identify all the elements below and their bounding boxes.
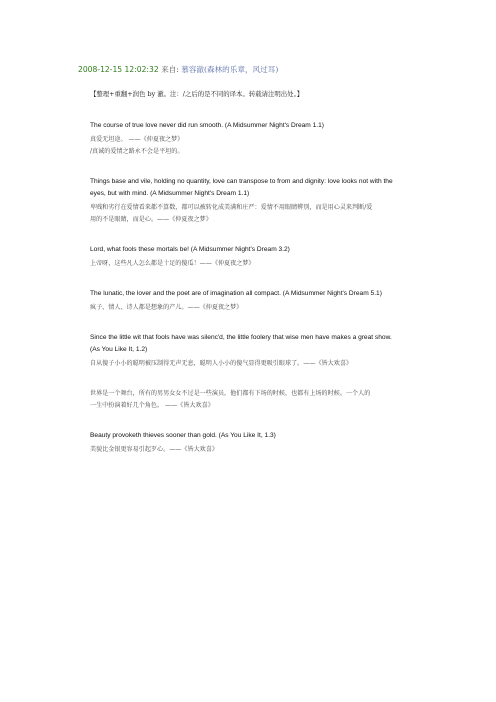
quote-entry <box>90 244 450 270</box>
quote-chinese-line: 世界是一个舞台，所有的男男女女不过是一些演员，他们都有下场的时候，也都有上场的时候。一个人的 <box>90 390 371 397</box>
document-page <box>78 64 450 474</box>
quote-english <box>90 244 450 256</box>
quote-chinese-line: 一生中扮演着好几个角色。 ——《皆大欢喜》 <box>90 402 214 409</box>
quote-english <box>90 176 450 200</box>
quote-english-line: The course of true love never did run smooth. (A Midsummer Night's Dream 1.1) <box>90 122 324 129</box>
quote-english <box>90 430 450 442</box>
quote-chinese-line: 美貌比金银更容易引起歹心。——《皆大欢喜》 <box>90 446 218 453</box>
quote-entry <box>90 176 450 226</box>
quote-chinese <box>90 202 450 226</box>
quote-english-line: The lunatic, the lover and the poet are of imagination all compact. (A Midsummer Night's Dream 5.1) <box>90 290 382 297</box>
quote-entry <box>90 120 450 158</box>
quote-english-line: Since the little wit that fools have was silenc'd, the little foolery that wise men have makes a great show. <box>90 334 392 341</box>
quote-chinese-line: 疯子、情人、诗人都是想象的产儿。——《仲夏夜之梦》 <box>90 304 243 311</box>
post-meta <box>78 64 450 76</box>
quote-entry <box>90 430 450 456</box>
quote-entry <box>90 288 450 314</box>
quote-english-line: Lord, what fools these mortals be! (A Midsummer Night's Dream 3.2) <box>90 246 290 253</box>
quote-chinese <box>90 302 450 314</box>
quote-chinese <box>90 134 450 158</box>
quote-english-line: Beauty provoketh thieves sooner than gold. (As You Like It, 1.3) <box>90 432 276 439</box>
post-date: 2008-12-15 12:02:32 <box>78 65 159 74</box>
quote-chinese-line: 真爱无坦途。 ——《仲夏夜之梦》 <box>90 136 184 143</box>
quote-entry <box>90 388 450 412</box>
quote-chinese-line: /真诚的爱情之路永不会是平坦的。 <box>90 148 184 155</box>
quote-english-line: Things base and vile, holding no quantity, love can transpose to from and dignity: love looks not with the <box>90 178 393 185</box>
quote-list <box>90 120 450 456</box>
author-link[interactable]: 慕容澈(森林的乐章，风过耳) <box>181 65 279 74</box>
quote-chinese <box>90 358 450 370</box>
quote-english <box>90 332 450 356</box>
quote-english <box>90 288 450 300</box>
quote-chinese-line: 上帝呀，这些凡人怎么都是十足的傻瓜！——《仲夏夜之梦》 <box>90 260 255 267</box>
quote-english <box>90 120 450 132</box>
quote-english-line: (As You Like It, 1.2) <box>90 346 148 353</box>
quote-chinese-line: 自从傻子小小的聪明被压制得无声无息，聪明人小小的傻气显得更吸引眼球了。——《皆大欢喜》 <box>90 360 353 367</box>
quote-chinese <box>90 258 450 270</box>
quote-chinese-line: 卑贱和劣行在爱情看来都不算数，都可以被转化成美满和庄严：爱情不用眼睛辨别，而是用心灵来判断/爱 <box>90 204 373 211</box>
quote-chinese <box>90 388 450 412</box>
quote-english-line: eyes, but with mind. (A Midsummer Night's Dream 1.1) <box>90 190 250 197</box>
translator-note: 【整理+重翻+润色 by 澈。注：/之后的是不同的译本。转载请注明出处。】 <box>90 90 304 98</box>
source-label: 来自: <box>161 65 179 74</box>
quote-entry <box>90 332 450 370</box>
quote-chinese-line: 用的不是眼睛，而是心。——《仲夏夜之梦》 <box>90 216 212 223</box>
quote-chinese <box>90 444 450 456</box>
